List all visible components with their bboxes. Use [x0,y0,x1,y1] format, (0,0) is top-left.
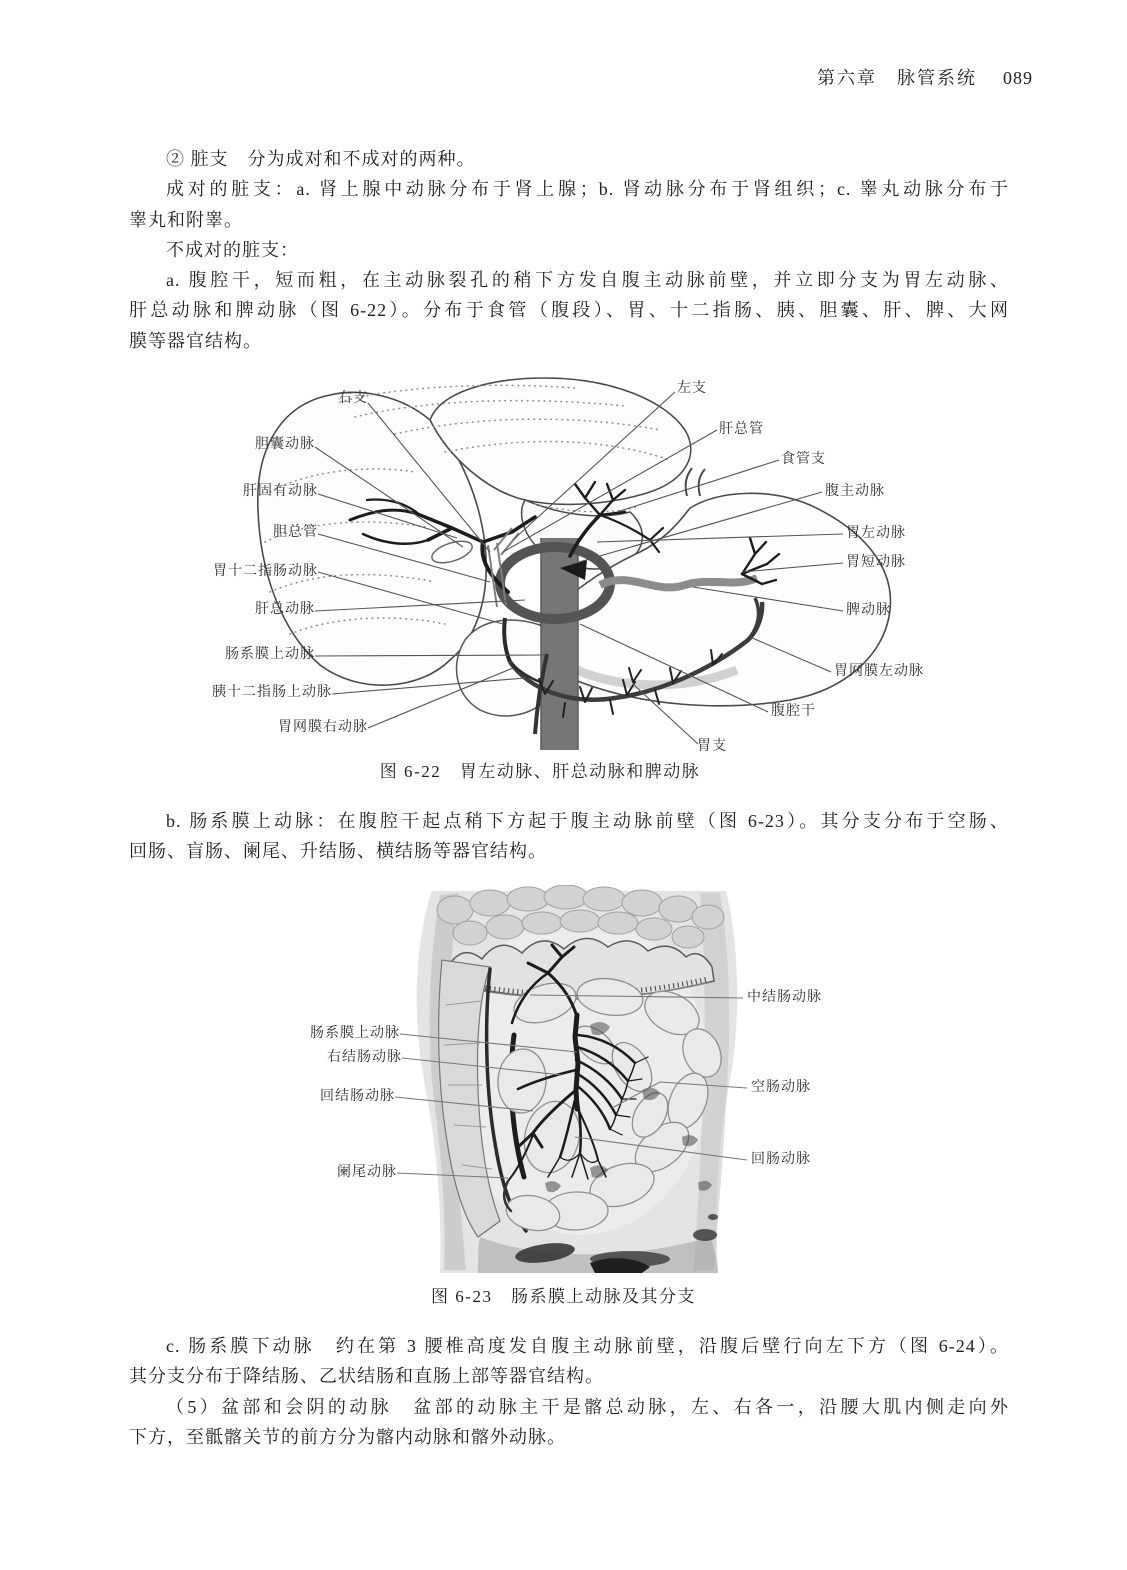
text-line: a. 腹腔干，短而粗，在主动脉裂孔的稍下方发自腹主动脉前壁，并立即分支为胃左动脉、 [166,270,1009,291]
label-ileal-artery: 回肠动脉 [751,1152,811,1167]
label-cystic-artery: 胆囊动脉 [255,437,315,452]
label-proper-hepatic-artery: 肝固有动脉 [243,484,318,499]
label-common-hepatic-duct: 肝总管 [719,422,764,437]
text-line: 膜等器官结构。 [129,330,262,351]
label-middle-colic-artery: 中结肠动脉 [747,990,822,1005]
text-line: c. 肠系膜下动脉 约在第 3 腰椎高度发自腹主动脉前壁，沿腹后壁行向左下方（图 6-24）。 [166,1336,1009,1356]
text-line: 不成对的脏支： [166,239,299,260]
label-right-branch: 右支 [338,391,368,406]
page-header [817,64,1033,90]
text-line: 睾丸和附睾。 [129,209,243,230]
label-appendicular-artery: 阑尾动脉 [337,1165,397,1180]
label-common-hepatic-artery: 肝总动脉 [255,602,315,617]
paragraph-superior-mesenteric [129,806,1009,867]
label-esophageal-branch: 食管支 [781,452,826,467]
label-left-branch: 左支 [677,381,707,396]
text-line: （5）盆部和会阴的动脉 盆部的动脉主干是髂总动脉，左、右各一，沿腰大肌内侧走向外 [166,1396,1009,1417]
paragraph-visceral-branches [129,144,1009,356]
label-jejunal-artery: 空肠动脉 [751,1080,811,1095]
paragraph-inferior-mesenteric-and-pelvic [129,1331,1009,1452]
figure-6-22-caption: 图 6-22 胃左动脉、肝总动脉和脾动脉 [379,762,701,781]
chapter-heading: 第六章 脉管系统 [817,68,977,88]
label-ileocolic-artery: 回结肠动脉 [320,1089,395,1104]
text-line: 其分支分布于降结肠、乙状结肠和直肠上部等器官结构。 [129,1366,604,1387]
text-line: 回肠、盲肠、阑尾、升结肠、横结肠等器官结构。 [129,841,547,862]
label-splenic-artery: 脾动脉 [846,603,891,618]
text-line: 肝总动脉和脾动脉（图 6-22）。分布于食管（腹段）、胃、十二指肠、胰、胆囊、肝、脾、大网 [129,300,1009,321]
label-left-gastric-artery: 胃左动脉 [846,526,906,541]
text-line: 成对的脏支：a. 肾上腺中动脉分布于肾上腺；b. 肾动脉分布于肾组织；c. 睾丸动脉分布于 [166,179,1009,200]
label-right-colic-artery: 右结肠动脉 [327,1050,402,1065]
label-gastroduodenal-artery: 胃十二指肠动脉 [213,564,318,579]
figure-6-22-illustration [245,372,940,767]
label-superior-mesenteric-artery-fig22: 肠系膜上动脉 [225,647,315,662]
label-superior-mesenteric-artery-fig23: 肠系膜上动脉 [310,1026,400,1041]
label-abdominal-aorta: 腹主动脉 [825,484,885,499]
label-right-gastroepiploic-artery: 胃网膜右动脉 [278,720,368,735]
label-celiac-trunk: 腹腔干 [771,704,816,719]
figure-6-23-caption: 图 6-23 肠系膜上动脉及其分支 [431,1287,696,1306]
text-line: ② 脏支 分为成对和不成对的两种。 [166,149,476,169]
label-left-gastroepiploic-artery: 胃网膜左动脉 [834,664,924,679]
label-short-gastric-artery: 胃短动脉 [846,555,906,570]
label-superior-pancreaticoduodenal-artery: 胰十二指肠上动脉 [212,685,332,700]
label-common-bile-duct: 胆总管 [273,525,318,540]
page-number: 089 [1003,68,1033,88]
text-line: b. 肠系膜上动脉：在腹腔干起点稍下方起于腹主动脉前壁（图 6-23）。其分支分布于空肠、 [166,811,1009,831]
text-line: 下方，至骶髂关节的前方分为髂内动脉和髂外动脉。 [129,1426,566,1447]
label-gastric-branch: 胃支 [697,739,727,754]
